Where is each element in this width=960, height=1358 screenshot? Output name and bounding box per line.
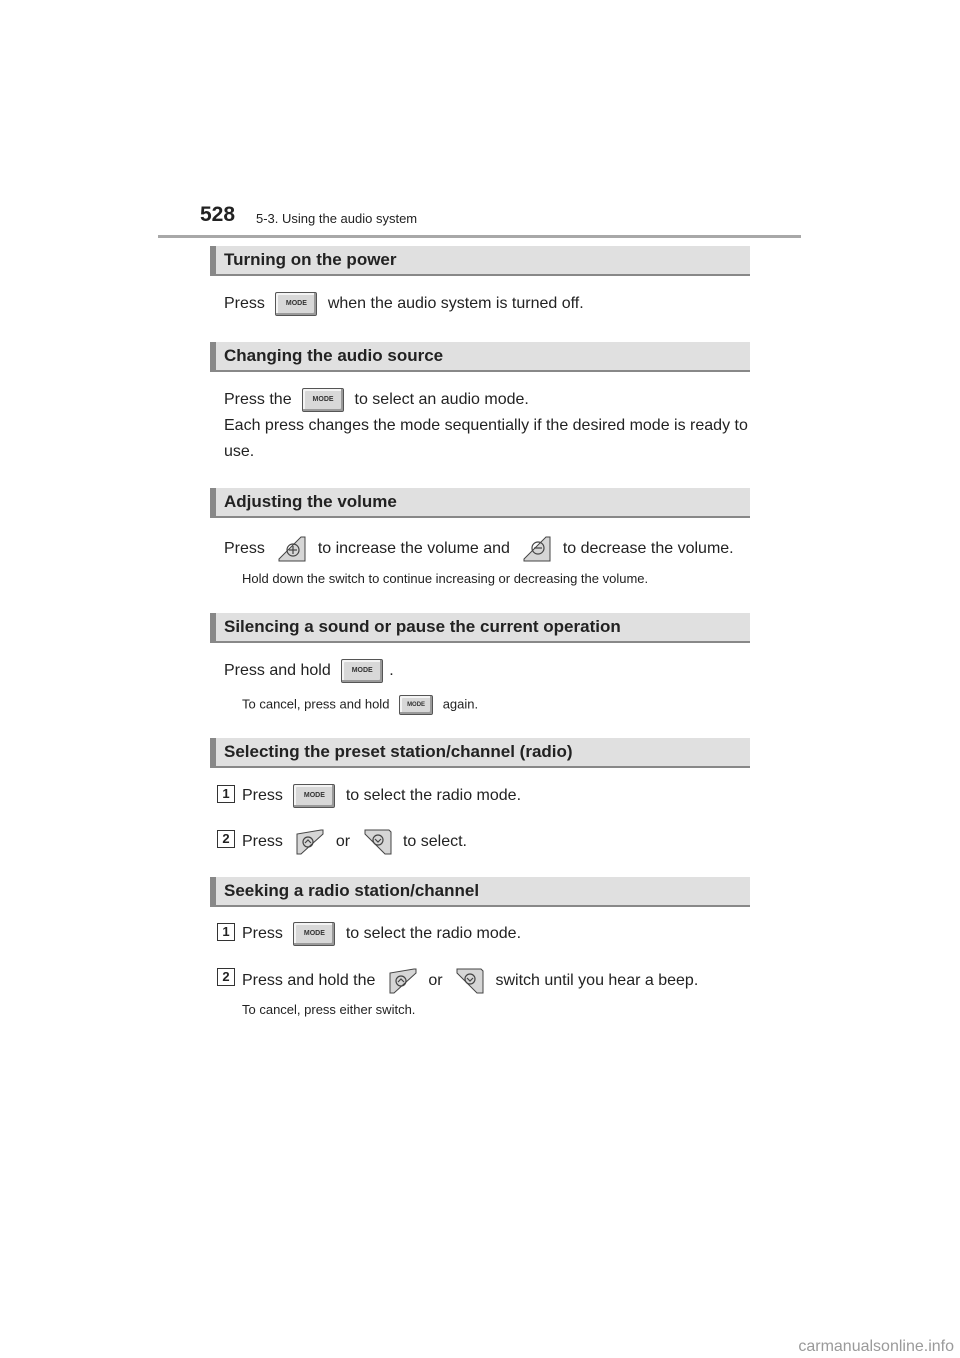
- page-number: 528: [200, 203, 236, 226]
- mode-button-icon: MODE: [275, 292, 317, 316]
- section-heading-volume: Adjusting the volume: [210, 488, 750, 518]
- step-number: 2: [217, 968, 235, 986]
- mode-button-icon: MODE: [341, 659, 383, 683]
- mode-button-icon: MODE: [293, 922, 335, 946]
- watermark: carmanualsonline.info: [798, 1338, 954, 1355]
- step-number: 1: [217, 923, 235, 941]
- source-instruction: Press the MODE to select an audio mode.: [224, 388, 529, 412]
- section-reference: 5-3. Using the audio system: [256, 211, 418, 226]
- volume-up-switch-icon: [275, 535, 307, 563]
- section-heading-seek: Seeking a radio station/channel: [210, 877, 750, 907]
- section-heading-power: Turning on the power: [210, 246, 750, 276]
- preset-step2: Press or to select.: [242, 828, 467, 856]
- source-description-line2: use.: [224, 443, 255, 460]
- section-heading-source: Changing the audio source: [210, 342, 750, 372]
- source-description-line1: Each press changes the mode sequentially if the desired mode is ready to: [224, 417, 748, 434]
- step-number: 1: [217, 785, 235, 803]
- step-number: 2: [217, 830, 235, 848]
- volume-note: Hold down the switch to continue increasing or decreasing the volume.: [242, 571, 649, 586]
- power-instruction: Press MODE when the audio system is turned off.: [224, 292, 584, 316]
- section-heading-silence: Silencing a sound or pause the current operation: [210, 613, 750, 643]
- mode-button-icon: MODE: [302, 388, 344, 412]
- volume-instruction: Press to increase the volume and to decrease the volume.: [224, 535, 734, 563]
- preset-step1: Press MODE to select the radio mode.: [242, 784, 521, 808]
- mode-button-icon: MODE: [399, 695, 433, 715]
- seek-step1: Press MODE to select the radio mode.: [242, 922, 521, 946]
- silence-note: To cancel, press and hold MODE again.: [242, 695, 478, 715]
- seek-step2: Press and hold the or switch until you hear a beep.: [242, 967, 698, 995]
- seek-down-switch-icon: [361, 828, 393, 856]
- seek-note: To cancel, press either switch.: [242, 1002, 416, 1017]
- seek-up-switch-icon: [293, 828, 325, 856]
- page-header: [158, 203, 801, 238]
- seek-down-switch-icon: [453, 967, 485, 995]
- mode-button-icon: MODE: [293, 784, 335, 808]
- volume-down-switch-icon: [520, 535, 552, 563]
- silence-instruction: Press and hold MODE .: [224, 659, 394, 683]
- seek-up-switch-icon: [386, 967, 418, 995]
- section-heading-preset: Selecting the preset station/channel (radio): [210, 738, 750, 768]
